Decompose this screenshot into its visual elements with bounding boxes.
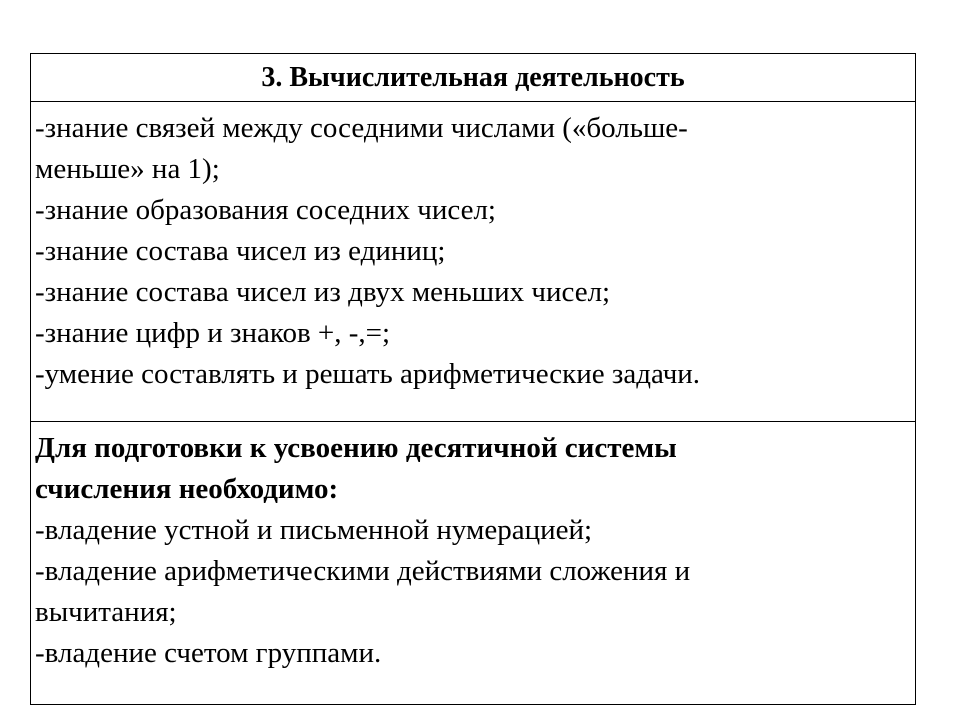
list-item: -знание связей между соседними числами («больше- [35, 112, 688, 144]
list-item: меньше» на 1); [35, 153, 220, 185]
header-row [31, 54, 916, 102]
list-item: -владение счетом группами. [35, 637, 382, 669]
content-table [30, 53, 916, 705]
list-item: -знание образования соседних чисел; [35, 194, 496, 226]
table-header: 3. Вычислительная деятельность [31, 54, 916, 102]
list-item: -умение составлять и решать арифметические задачи. [35, 358, 701, 390]
list-item: -знание цифр и знаков +, -,=; [35, 317, 391, 349]
list-item: -знание состава чисел из двух меньших чисел; [35, 276, 611, 308]
list-item: -владение арифметическими действиями сложения и [35, 555, 691, 587]
table-row [31, 422, 916, 705]
section-heading: счисления необходимо: [35, 473, 339, 505]
decimal-system-prep-cell [31, 422, 916, 705]
computational-skills-cell [31, 102, 916, 422]
list-item: -владение устной и письменной нумерацией; [35, 514, 593, 546]
list-item: -знание состава чисел из единиц; [35, 235, 446, 267]
list-item: вычитания; [35, 596, 177, 628]
section-heading: Для подготовки к усвоению десятичной системы [35, 432, 677, 464]
table-row [31, 102, 916, 422]
